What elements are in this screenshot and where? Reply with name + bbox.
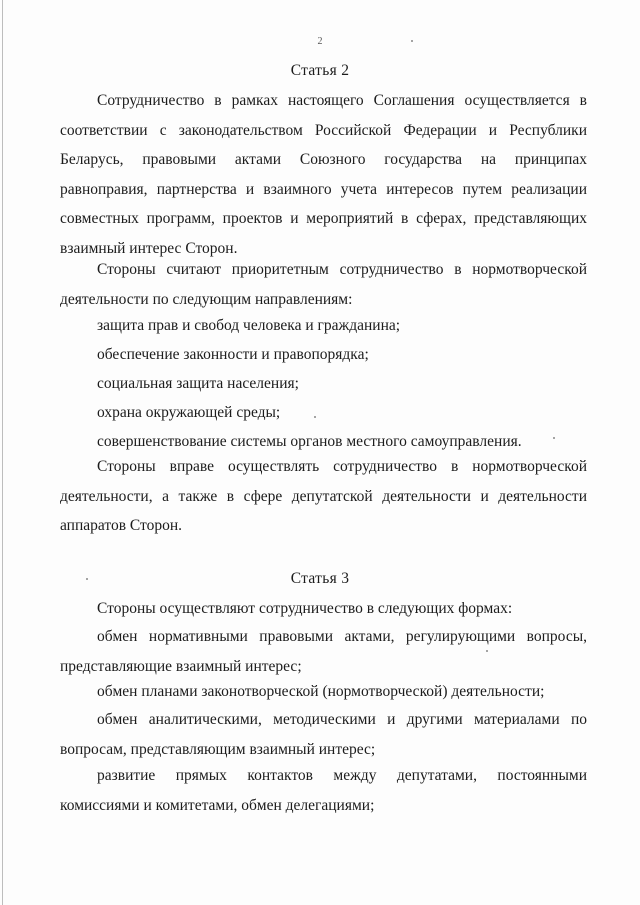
article-2-list-item: социальная защита населения;	[97, 375, 299, 392]
article-2-heading: Статья 2	[290, 62, 350, 79]
article-2-list-item: обеспечение законности и правопорядка;	[97, 346, 369, 363]
scan-speck	[86, 578, 88, 580]
article-3-heading: Статья 3	[290, 570, 350, 587]
article-2-paragraph-2: Стороны считают приоритетным сотрудничество в нормотворческой деятельности по следующим направлениям:	[60, 261, 587, 308]
article-3-item-4: развитие прямых контактов между депутатами, постоянными комиссиями и комитетами, обмен делегациями;	[60, 767, 587, 814]
article-2-paragraph-1: Сотрудничество в рамках настоящего Соглашения осуществляется в соответствии с законодательством Российской Федерации и Республики Беларусь, правовыми актами Союзного государства на принципах равноправия, партнерства и взаимного учета интересов путем реализации совместных программ, проектов и мероприятий в сферах, представляющих взаимный интерес Сторон.	[60, 92, 587, 257]
article-2-list-item: совершенствование системы органов местного самоуправления.	[97, 433, 522, 450]
article-3-item-2: обмен планами законотворческой (нормотворческой) деятельности;	[97, 683, 545, 700]
scan-speck	[314, 416, 316, 418]
scan-edge	[2, 0, 3, 905]
scan-speck	[411, 40, 413, 42]
scan-speck	[553, 437, 555, 439]
article-2-list-item: охрана окружающей среды;	[97, 404, 281, 421]
scan-speck	[486, 650, 488, 652]
article-3-intro: Стороны осуществляют сотрудничество в следующих формах:	[97, 600, 513, 617]
article-2-list-item: защита прав и свобод человека и гражданина;	[97, 317, 401, 334]
article-3-item-1: обмен нормативными правовыми актами, регулирующими вопросы, представляющие взаимный интерес;	[60, 628, 587, 675]
article-2-paragraph-3: Стороны вправе осуществлять сотрудничество в нормотворческой деятельности, а также в сфере депутатской деятельности и деятельности аппаратов Сторон.	[60, 458, 587, 534]
page-number: 2	[317, 36, 323, 47]
article-3-item-3: обмен аналитическими, методическими и другими материалами по вопросам, представляющим взаимный интерес;	[60, 711, 587, 758]
